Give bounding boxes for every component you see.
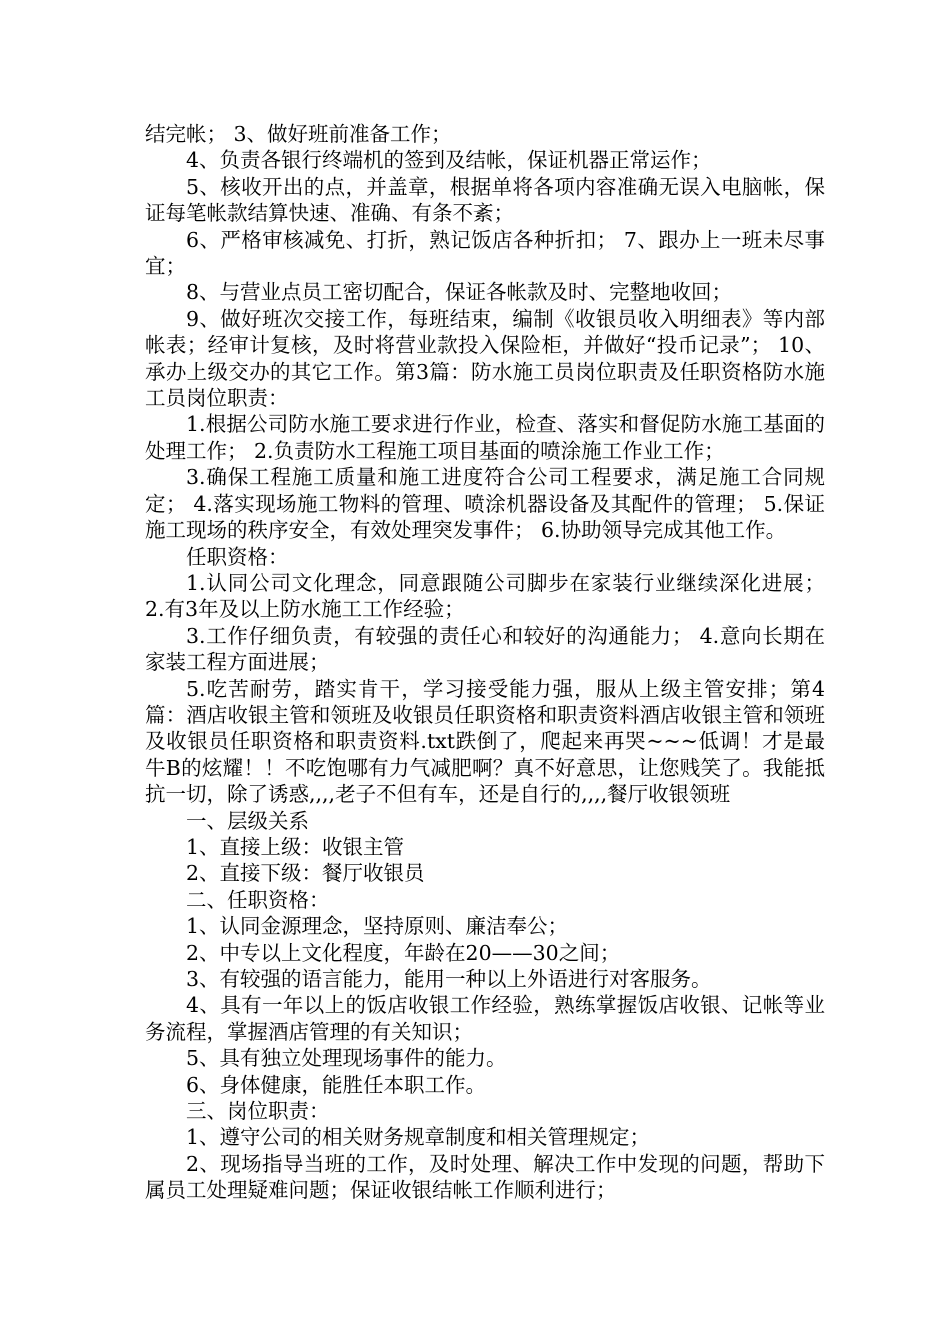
paragraph-21: 6、身体健康，能胜任本职工作。	[186, 1072, 487, 1097]
paragraph-19: 4、具有一年以上的饭店收银工作经验，熟练掌握饭店收银、记帐等业务流程，掌握酒店管理的有关知识；	[145, 993, 825, 1044]
paragraph-13: 1、直接上级：收银主管	[186, 834, 405, 859]
paragraph-4: 8、与营业点员工密切配合，保证各帐款及时、完整地收回；	[186, 280, 733, 305]
paragraph-15: 二、任职资格：	[186, 887, 330, 912]
paragraph-17: 2、中专以上文化程度，年龄在20——30之间；	[186, 940, 621, 965]
paragraph-16: 1、认同金源理念，坚持原则、廉洁奉公；	[186, 914, 569, 939]
paragraph-9: 1.认同公司文化理念，同意跟随公司脚步在家装行业继续深化进展； 2.有3年及以上防水施工工作经验；	[145, 570, 825, 622]
paragraph-6: 1.根据公司防水施工要求进行作业，检查、落实和督促防水施工基面的处理工作； 2.负责防水工程施工项目基面的喷涂施工作业工作；	[145, 412, 825, 463]
paragraph-12: 一、层级关系	[186, 808, 309, 833]
paragraph-20: 5、具有独立处理现场事件的能力。	[186, 1046, 507, 1071]
paragraph-24: 2、现场指导当班的工作，及时处理、解决工作中发现的问题，帮助下属员工处理疑难问题；保证收银结帐工作顺利进行；	[145, 1151, 825, 1203]
document-body	[145, 121, 825, 1204]
paragraph-7: 3.确保工程施工质量和施工进度符合公司工程要求，满足施工合同规定； 4.落实现场施工物料的管理、喷涂机器设备及其配件的管理； 5.保证施工现场的秩序安全，有效处理突发事件； 6.协助领导完成其他工作。	[145, 465, 825, 543]
paragraph-23: 1、遵守公司的相关财务规章制度和相关管理规定；	[186, 1125, 651, 1150]
paragraph-8: 任职资格：	[186, 544, 289, 569]
paragraph-10: 3.工作仔细负责，有较强的责任心和较好的沟通能力； 4.意向长期在家装工程方面进展；	[145, 623, 825, 675]
paragraph-18: 3、有较强的语言能力，能用一种以上外语进行对客服务。	[186, 967, 712, 991]
paragraph-11: 5.吃苦耐劳，踏实肯干，学习接受能力强，服从上级主管安排；第4篇：酒店收银主管和领班及收银员任职资格和职责资料酒店收银主管和领班及收银员任职资格和职责资料.txt跌倒了，爬起来再哭~~~低调！才是最牛B的炫耀！！不吃饱哪有力气减肥啊？真不好意思，让您贱笑了。我能抵抗一切，除了诱惑,,,,老子不但有车，还是自行的,,,,餐厅收银领班	[145, 676, 825, 807]
paragraph-1: 4、负责各银行终端机的签到及结帐，保证机器正常运作；	[186, 148, 712, 173]
paragraph-5: 9、做好班次交接工作，每班结束，编制《收银员收入明细表》等内部帐表；经审计复核，及时将营业款投入保险柜，并做好“投币记录”； 10、承办上级交办的其它工作。第3篇：防水施工员岗位职责及任职资格防水施工员岗位职责：	[145, 306, 825, 411]
paragraph-3: 6、严格审核减免、打折，熟记饭店各种折扣； 7、跟办上一班未尽事宜；	[145, 227, 825, 279]
paragraph-0: 结完帐； 3、做好班前准备工作；	[145, 122, 452, 146]
paragraph-14: 2、直接下级：餐厅收银员	[186, 861, 425, 886]
paragraph-2: 5、核收开出的点，并盖章，根据单将各项内容准确无误入电脑帐，保证每笔帐款结算快速、准确、有条不紊；	[145, 174, 825, 226]
paragraph-22: 三、岗位职责：	[186, 1099, 330, 1124]
